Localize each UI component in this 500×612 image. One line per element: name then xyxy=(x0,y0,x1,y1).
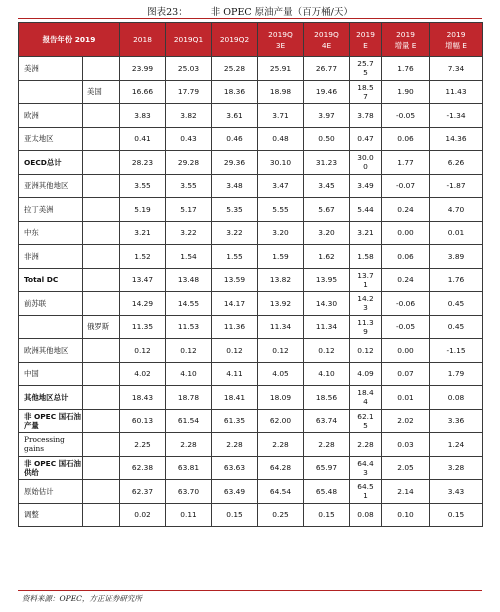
table-cell: 0.41 xyxy=(120,127,166,151)
table-cell: 3.55 xyxy=(166,174,212,198)
table-cell: 1.79 xyxy=(430,362,483,386)
table-cell: 3.28 xyxy=(430,456,483,480)
table-cell: 18.43 xyxy=(120,386,166,410)
table-cell: 3.83 xyxy=(120,104,166,128)
table-row xyxy=(19,245,483,269)
table-cell: 0.11 xyxy=(166,503,212,527)
row-sublabel xyxy=(83,362,120,386)
table-cell: 3.21 xyxy=(120,221,166,245)
table-cell: 3.61 xyxy=(212,104,258,128)
table-cell: 0.02 xyxy=(120,503,166,527)
table-cell: 0.47 xyxy=(350,127,382,151)
table-cell: 0.15 xyxy=(304,503,350,527)
table-cell: 64.54 xyxy=(258,480,304,504)
table-cell: 18.36 xyxy=(212,80,258,104)
table-cell: 4.05 xyxy=(258,362,304,386)
row-sublabel xyxy=(83,268,120,292)
table-cell: 5.17 xyxy=(166,198,212,222)
table-row xyxy=(19,315,483,339)
row-sublabel xyxy=(83,503,120,527)
row-label: 欧洲 xyxy=(19,104,83,128)
row-label: 美洲 xyxy=(19,57,83,81)
table-cell: 25.03 xyxy=(166,57,212,81)
row-sublabel xyxy=(83,104,120,128)
table-cell: 14.55 xyxy=(166,292,212,316)
table-row xyxy=(19,127,483,151)
table-cell: 0.01 xyxy=(430,221,483,245)
table-cell: 11.35 xyxy=(120,315,166,339)
table-cell: 0.45 xyxy=(430,292,483,316)
table-cell: 19.46 xyxy=(304,80,350,104)
table-cell: 2.25 xyxy=(120,433,166,457)
table-cell: 1.24 xyxy=(430,433,483,457)
table-cell: 1.62 xyxy=(304,245,350,269)
table-cell: 0.15 xyxy=(212,503,258,527)
column-header: 2019 增幅 E xyxy=(430,23,483,57)
table-cell: 5.67 xyxy=(304,198,350,222)
table-cell: 62.1 5 xyxy=(350,409,382,433)
row-label: OECD总计 xyxy=(19,151,83,175)
production-table xyxy=(18,22,483,527)
table-cell: 25.28 xyxy=(212,57,258,81)
table-cell: 4.70 xyxy=(430,198,483,222)
table-cell: 30.10 xyxy=(258,151,304,175)
table-cell: 64.28 xyxy=(258,456,304,480)
table-cell: 0.12 xyxy=(350,339,382,363)
row-sublabel: 美国 xyxy=(83,80,120,104)
table-cell: 0.45 xyxy=(430,315,483,339)
table-cell: 4.11 xyxy=(212,362,258,386)
table-cell: 3.48 xyxy=(212,174,258,198)
column-header: 2019 增量 E xyxy=(382,23,430,57)
table-header-row xyxy=(19,23,483,57)
table-cell: 3.97 xyxy=(304,104,350,128)
table-cell: 1.59 xyxy=(258,245,304,269)
table-cell: 26.77 xyxy=(304,57,350,81)
table-cell: 0.25 xyxy=(258,503,304,527)
table-cell: 63.49 xyxy=(212,480,258,504)
row-label: 非 OPEC 国石油 供给 xyxy=(19,456,83,480)
table-cell: 5.35 xyxy=(212,198,258,222)
table-cell: 3.21 xyxy=(350,221,382,245)
table-cell: 18.78 xyxy=(166,386,212,410)
table-cell: 14.2 3 xyxy=(350,292,382,316)
table-cell: 2.28 xyxy=(304,433,350,457)
table-cell: 11.34 xyxy=(258,315,304,339)
table-cell: 2.28 xyxy=(350,433,382,457)
table-cell: 4.10 xyxy=(304,362,350,386)
row-sublabel xyxy=(83,245,120,269)
table-cell: 25.91 xyxy=(258,57,304,81)
table-cell: 11.53 xyxy=(166,315,212,339)
table-cell: 0.24 xyxy=(382,268,430,292)
row-label: 欧洲其他地区 xyxy=(19,339,83,363)
table-cell: 3.47 xyxy=(258,174,304,198)
table-cell: 61.35 xyxy=(212,409,258,433)
table-cell: 0.43 xyxy=(166,127,212,151)
table-cell: 13.92 xyxy=(258,292,304,316)
table-cell: 29.28 xyxy=(166,151,212,175)
table-cell: 65.97 xyxy=(304,456,350,480)
table-cell: 1.58 xyxy=(350,245,382,269)
table-cell: 2.05 xyxy=(382,456,430,480)
table-row xyxy=(19,503,483,527)
table-cell: 31.23 xyxy=(304,151,350,175)
row-label: 非洲 xyxy=(19,245,83,269)
table-row xyxy=(19,80,483,104)
table-cell: 11.43 xyxy=(430,80,483,104)
table-cell: -1.34 xyxy=(430,104,483,128)
row-sublabel xyxy=(83,480,120,504)
table-cell: 3.55 xyxy=(120,174,166,198)
table-cell: 0.10 xyxy=(382,503,430,527)
table-cell: 3.45 xyxy=(304,174,350,198)
table-cell: 28.23 xyxy=(120,151,166,175)
table-cell: 4.10 xyxy=(166,362,212,386)
table-cell: 30.0 0 xyxy=(350,151,382,175)
table-cell: 13.82 xyxy=(258,268,304,292)
table-cell: 63.70 xyxy=(166,480,212,504)
table-cell: 14.36 xyxy=(430,127,483,151)
table-row xyxy=(19,433,483,457)
table-cell: 64.4 3 xyxy=(350,456,382,480)
table-cell: 5.44 xyxy=(350,198,382,222)
table-cell: 18.09 xyxy=(258,386,304,410)
row-label: 调整 xyxy=(19,503,83,527)
row-label: 非 OPEC 国石油 产量 xyxy=(19,409,83,433)
table-row xyxy=(19,268,483,292)
table-cell: 3.71 xyxy=(258,104,304,128)
table-row xyxy=(19,456,483,480)
table-cell: -0.05 xyxy=(382,315,430,339)
table-cell: 14.30 xyxy=(304,292,350,316)
table-cell: -0.05 xyxy=(382,104,430,128)
column-header: 2019Q 3E xyxy=(258,23,304,57)
table-cell: 65.48 xyxy=(304,480,350,504)
table-cell: 63.63 xyxy=(212,456,258,480)
table-cell: 25.7 5 xyxy=(350,57,382,81)
table-cell: 11.34 xyxy=(304,315,350,339)
table-cell: 62.00 xyxy=(258,409,304,433)
table-row xyxy=(19,386,483,410)
table-cell: 0.48 xyxy=(258,127,304,151)
table-row xyxy=(19,480,483,504)
row-label: 中国 xyxy=(19,362,83,386)
table-cell: 18.5 7 xyxy=(350,80,382,104)
column-header: 2018 xyxy=(120,23,166,57)
table-cell: 0.00 xyxy=(382,221,430,245)
row-label: Total DC xyxy=(19,268,83,292)
row-sublabel xyxy=(83,433,120,457)
table-cell: 0.01 xyxy=(382,386,430,410)
caption-title: 非 OPEC 原油产量（百万桶/天） xyxy=(210,7,353,18)
header-report-year: 报告年份 2019 xyxy=(19,23,120,57)
table-row xyxy=(19,151,483,175)
row-label: Processing gains xyxy=(19,433,83,457)
table-cell: 62.37 xyxy=(120,480,166,504)
table-cell: 0.08 xyxy=(350,503,382,527)
table-cell: 3.78 xyxy=(350,104,382,128)
table-cell: 3.82 xyxy=(166,104,212,128)
table-cell: 1.76 xyxy=(382,57,430,81)
row-sublabel xyxy=(83,409,120,433)
table-cell: 23.99 xyxy=(120,57,166,81)
table-cell: 61.54 xyxy=(166,409,212,433)
table-cell: -1.15 xyxy=(430,339,483,363)
table-cell: 1.52 xyxy=(120,245,166,269)
table-cell: 60.13 xyxy=(120,409,166,433)
table-cell: 1.76 xyxy=(430,268,483,292)
table-cell: 3.36 xyxy=(430,409,483,433)
table-cell: 0.12 xyxy=(258,339,304,363)
table-cell: -0.06 xyxy=(382,292,430,316)
table-cell: 3.89 xyxy=(430,245,483,269)
column-header: 2019 E xyxy=(350,23,382,57)
row-label: 前苏联 xyxy=(19,292,83,316)
row-label xyxy=(19,80,83,104)
table-row xyxy=(19,362,483,386)
table-row xyxy=(19,409,483,433)
column-header: 2019Q 4E xyxy=(304,23,350,57)
row-label xyxy=(19,315,83,339)
caption-label: 图表23： xyxy=(147,7,188,18)
table-cell: 6.26 xyxy=(430,151,483,175)
row-sublabel xyxy=(83,456,120,480)
table-cell: 0.50 xyxy=(304,127,350,151)
table-cell: 0.12 xyxy=(212,339,258,363)
row-sublabel xyxy=(83,221,120,245)
row-label: 亚太地区 xyxy=(19,127,83,151)
table-cell: 3.20 xyxy=(258,221,304,245)
table-cell: 13.59 xyxy=(212,268,258,292)
row-sublabel xyxy=(83,127,120,151)
table-cell: 0.06 xyxy=(382,245,430,269)
row-sublabel xyxy=(83,57,120,81)
table-cell: 1.55 xyxy=(212,245,258,269)
top-rule xyxy=(18,18,482,19)
table-cell: 13.7 1 xyxy=(350,268,382,292)
table-cell: 18.56 xyxy=(304,386,350,410)
table-cell: 0.03 xyxy=(382,433,430,457)
table-cell: 14.17 xyxy=(212,292,258,316)
table-cell: 3.22 xyxy=(212,221,258,245)
table-cell: 0.07 xyxy=(382,362,430,386)
table-cell: 2.02 xyxy=(382,409,430,433)
row-sublabel xyxy=(83,198,120,222)
source-note: 资料来源：OPEC，方正证券研究所 xyxy=(22,594,142,603)
row-sublabel xyxy=(83,174,120,198)
table-cell: 0.12 xyxy=(304,339,350,363)
table-cell: 3.20 xyxy=(304,221,350,245)
table-cell: 0.15 xyxy=(430,503,483,527)
table-cell: 4.09 xyxy=(350,362,382,386)
table-cell: 0.00 xyxy=(382,339,430,363)
table-cell: 18.98 xyxy=(258,80,304,104)
table-cell: 14.29 xyxy=(120,292,166,316)
row-sublabel xyxy=(83,151,120,175)
table-cell: -1.87 xyxy=(430,174,483,198)
table-cell: 1.54 xyxy=(166,245,212,269)
table-cell: 63.81 xyxy=(166,456,212,480)
table-cell: 18.41 xyxy=(212,386,258,410)
table-cell: 1.77 xyxy=(382,151,430,175)
table-cell: 11.36 xyxy=(212,315,258,339)
table-cell: 3.49 xyxy=(350,174,382,198)
table-row xyxy=(19,174,483,198)
table-cell: -0.07 xyxy=(382,174,430,198)
column-header: 2019Q1 xyxy=(166,23,212,57)
table-cell: 18.4 4 xyxy=(350,386,382,410)
row-label: 其他地区总计 xyxy=(19,386,83,410)
table-cell: 3.22 xyxy=(166,221,212,245)
table-cell: 11.3 9 xyxy=(350,315,382,339)
table-cell: 3.43 xyxy=(430,480,483,504)
row-sublabel xyxy=(83,292,120,316)
table-cell: 7.34 xyxy=(430,57,483,81)
table-cell: 5.55 xyxy=(258,198,304,222)
table-cell: 2.28 xyxy=(212,433,258,457)
table-cell: 63.74 xyxy=(304,409,350,433)
table-cell: 13.48 xyxy=(166,268,212,292)
table-row xyxy=(19,292,483,316)
table-cell: 16.66 xyxy=(120,80,166,104)
row-sublabel: 俄罗斯 xyxy=(83,315,120,339)
table-cell: 1.90 xyxy=(382,80,430,104)
table-cell: 29.36 xyxy=(212,151,258,175)
table-row xyxy=(19,339,483,363)
row-sublabel xyxy=(83,339,120,363)
table-cell: 5.19 xyxy=(120,198,166,222)
bottom-rule xyxy=(18,590,482,591)
table-cell: 0.12 xyxy=(120,339,166,363)
table-caption xyxy=(0,4,500,18)
table-cell: 0.08 xyxy=(430,386,483,410)
table-cell: 2.14 xyxy=(382,480,430,504)
table-cell: 62.38 xyxy=(120,456,166,480)
row-label: 亚洲其他地区 xyxy=(19,174,83,198)
table-cell: 13.95 xyxy=(304,268,350,292)
row-label: 中东 xyxy=(19,221,83,245)
table-row xyxy=(19,104,483,128)
table-cell: 17.79 xyxy=(166,80,212,104)
table-cell: 0.24 xyxy=(382,198,430,222)
row-sublabel xyxy=(83,386,120,410)
table-cell: 0.06 xyxy=(382,127,430,151)
table-cell: 13.47 xyxy=(120,268,166,292)
table-row xyxy=(19,198,483,222)
table-cell: 2.28 xyxy=(258,433,304,457)
table-row xyxy=(19,221,483,245)
table-cell: 0.46 xyxy=(212,127,258,151)
table-row xyxy=(19,57,483,81)
row-label: 原始估计 xyxy=(19,480,83,504)
row-label: 拉丁美洲 xyxy=(19,198,83,222)
table-cell: 64.5 1 xyxy=(350,480,382,504)
table-cell: 4.02 xyxy=(120,362,166,386)
table-cell: 2.28 xyxy=(166,433,212,457)
column-header: 2019Q2 xyxy=(212,23,258,57)
table-cell: 0.12 xyxy=(166,339,212,363)
